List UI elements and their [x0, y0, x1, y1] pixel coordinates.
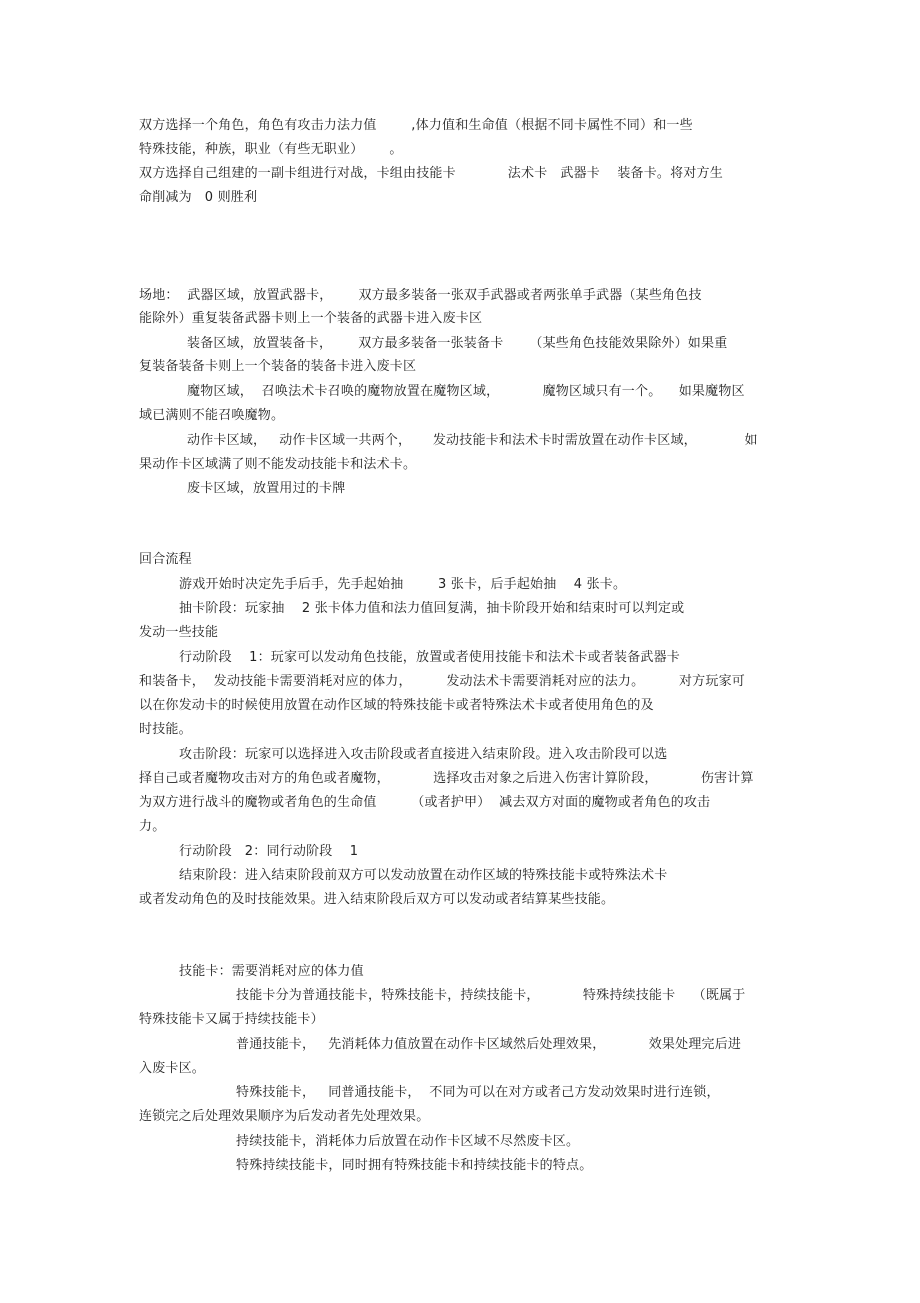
- round-title: 回合流程: [139, 552, 192, 567]
- field-line-7: 动作卡区域， 动作卡区域一共两个， 发动技能卡和法术卡时需放置在动作卡区域， 如: [187, 433, 758, 448]
- skill-line-4: 普通技能卡， 先消耗体力值放置在动作卡区域然后处理效果， 效果处理完后进: [236, 1037, 742, 1052]
- round-line-4: 行动阶段 1：玩家可以发动角色技能，放置或者使用技能卡和法术卡或者装备武器卡: [179, 650, 681, 665]
- field-line-5: 魔物区域， 召唤法术卡召唤的魔物放置在魔物区域， 魔物区域只有一个。 如果魔物区: [187, 384, 745, 399]
- round-line-11: 力。: [139, 819, 166, 834]
- intro-line-4: 命削减为 0 则胜利: [139, 190, 258, 205]
- round-line-3: 发动一些技能: [139, 625, 219, 640]
- field-line-4: 复装备装备卡则上一个装备的装备卡进入废卡区: [139, 359, 417, 374]
- field-line-1: 场地： 武器区域，放置武器卡， 双方最多装备一张双手武器或者两张单手武器（某些角色技: [139, 288, 702, 303]
- skill-line-9: 特殊持续技能卡，同时拥有特殊技能卡和持续技能卡的特点。: [236, 1158, 593, 1173]
- field-line-9: 废卡区域，放置用过的卡牌: [187, 481, 346, 496]
- field-line-6: 域已满则不能召唤魔物。: [139, 408, 285, 423]
- round-line-9: 择自己或者魔物攻击对方的角色或者魔物， 选择攻击对象之后进入伤害计算阶段， 伤害计算: [139, 771, 754, 786]
- skill-line-2: 技能卡分为普通技能卡，特殊技能卡，持续技能卡， 特殊持续技能卡 （既属于: [236, 988, 746, 1003]
- skill-line-1: 技能卡：需要消耗对应的体力值: [179, 964, 364, 979]
- field-line-3: 装备区域，放置装备卡， 双方最多装备一张装备卡 （某些角色技能效果除外）如果重: [187, 336, 728, 351]
- round-line-12: 行动阶段 2：同行动阶段 1: [179, 844, 359, 859]
- skill-line-3: 特殊技能卡又属于持续技能卡）: [139, 1012, 324, 1027]
- round-line-8: 攻击阶段：玩家可以选择进入攻击阶段或者直接进入结束阶段。进入攻击阶段可以选: [179, 747, 668, 762]
- round-line-2: 抽卡阶段：玩家抽 2 张卡体力值和法力值回复满，抽卡阶段开始和结束时可以判定或: [179, 601, 685, 616]
- round-line-5: 和装备卡， 发动技能卡需要消耗对应的体力， 发动法术卡需要消耗对应的法力。 对方玩家可: [139, 674, 745, 689]
- intro-line-1: 双方选择一个角色，角色有攻击力法力值 ,体力值和生命值（根据不同卡属性不同）和一些: [139, 118, 693, 133]
- round-line-13: 结束阶段：进入结束阶段前双方可以发动放置在动作区域的特殊技能卡或特殊法术卡: [179, 868, 668, 883]
- intro-line-3: 双方选择自己组建的一副卡组进行对战，卡组由技能卡 法术卡 武器卡 装备卡。将对方生: [139, 166, 723, 181]
- round-line-6: 以在你发动卡的时候使用放置在动作区域的特殊技能卡或者特殊法术卡或者使用角色的及: [139, 698, 654, 713]
- skill-line-5: 入废卡区。: [139, 1061, 206, 1076]
- round-line-14: 或者发动角色的及时技能效果。进入结束阶段后双方可以发动或者结算某些技能。: [139, 892, 615, 907]
- field-line-8: 果动作卡区域满了则不能发动技能卡和法术卡。: [139, 457, 417, 472]
- skill-line-7: 连锁完之后处理效果顺序为后发动者先处理效果。: [139, 1109, 430, 1124]
- round-line-7: 时技能。: [139, 722, 192, 737]
- skill-line-6: 特殊技能卡， 同普通技能卡， 不同为可以在对方或者己方发动效果时进行连锁，: [236, 1085, 720, 1100]
- field-line-2: 能除外）重复装备武器卡则上一个装备的武器卡进入废卡区: [139, 311, 483, 326]
- skill-line-8: 持续技能卡，消耗体力后放置在动作卡区域不尽然废卡区。: [236, 1134, 580, 1149]
- round-line-10: 为双方进行战斗的魔物或者角色的生命值 （或者护甲） 减去双方对面的魔物或者角色的攻击: [139, 795, 711, 810]
- intro-line-2: 特殊技能，种族，职业（有些无职业） 。: [139, 142, 403, 157]
- round-line-1: 游戏开始时决定先手后手，先手起始抽 3 张卡，后手起始抽 4 张卡。: [179, 577, 627, 592]
